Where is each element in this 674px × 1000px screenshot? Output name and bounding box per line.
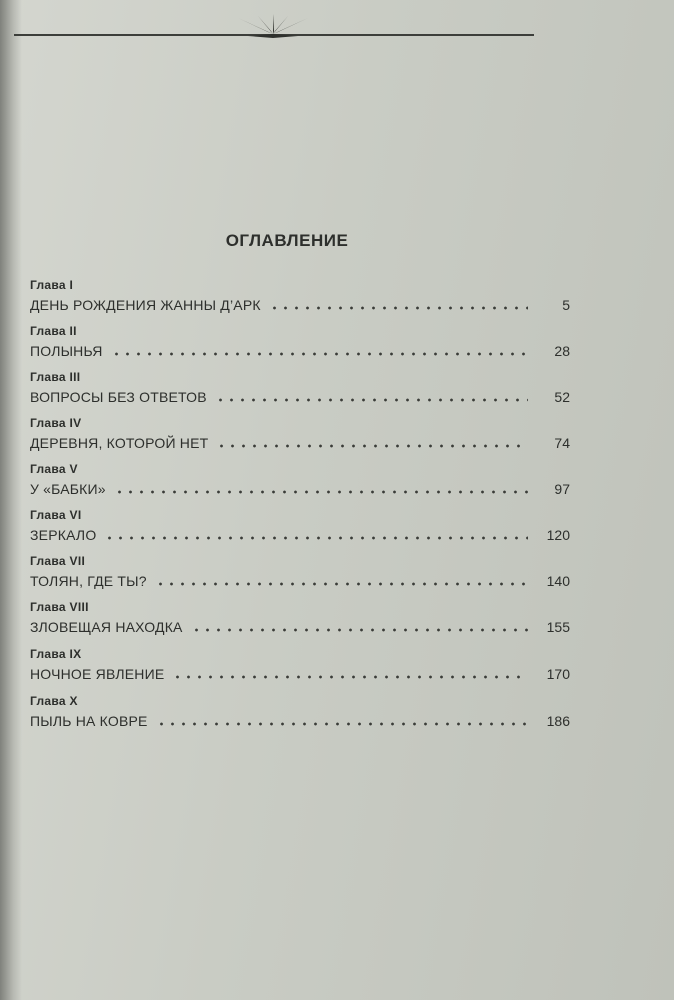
page-number: 120 <box>546 527 570 543</box>
dot-leader <box>215 398 528 402</box>
page-number: 74 <box>554 435 570 451</box>
toc-entry[interactable] <box>30 647 580 691</box>
dot-leader <box>155 582 528 586</box>
chapter-label: Глава VIII <box>30 600 89 614</box>
page-number: 186 <box>546 713 570 729</box>
dot-leader <box>172 675 528 679</box>
chapter-title: ДЕНЬ РОЖДЕНИЯ ЖАННЫ Д’АРК <box>30 297 261 313</box>
toc-entry[interactable] <box>30 554 580 598</box>
chapter-label: Глава IV <box>30 416 82 430</box>
dot-leader <box>111 352 528 356</box>
chapter-label: Глава VI <box>30 508 82 522</box>
page-number: 155 <box>546 619 570 635</box>
chapter-title: У «БАБКИ» <box>30 481 106 497</box>
chapter-label: Глава II <box>30 324 77 338</box>
dot-leader <box>104 536 528 540</box>
page-number: 170 <box>546 666 570 682</box>
page-number: 97 <box>554 481 570 497</box>
dot-leader <box>156 722 528 726</box>
toc-entry[interactable] <box>30 508 580 552</box>
dot-leader <box>114 490 528 494</box>
chapter-label: Глава V <box>30 462 78 476</box>
chapter-title: ТОЛЯН, ГДЕ ТЫ? <box>30 573 147 589</box>
toc-entry[interactable] <box>30 694 580 738</box>
toc-entry[interactable] <box>30 416 580 460</box>
chapter-title: ЗЕРКАЛО <box>30 527 97 543</box>
chapter-label: Глава IX <box>30 647 82 661</box>
chapter-title: ЗЛОВЕЩАЯ НАХОДКА <box>30 619 183 635</box>
toc-entry[interactable] <box>30 278 580 322</box>
toc-entry[interactable] <box>30 600 580 644</box>
dot-leader <box>191 628 528 632</box>
page-number: 140 <box>546 573 570 589</box>
toc-entry[interactable] <box>30 324 580 368</box>
chapter-label: Глава I <box>30 278 74 292</box>
page-number: 5 <box>562 297 570 313</box>
chapter-label: Глава VII <box>30 554 86 568</box>
page-number: 52 <box>554 389 570 405</box>
dot-leader <box>216 444 528 448</box>
toc-entry[interactable] <box>30 462 580 506</box>
chapter-title: ДЕРЕВНЯ, КОТОРОЙ НЕТ <box>30 435 209 451</box>
leaf-ornament-icon <box>228 14 318 46</box>
chapter-title: ПЫЛЬ НА КОВРЕ <box>30 713 148 729</box>
chapter-title: ПОЛЫНЬЯ <box>30 343 103 359</box>
chapter-label: Глава X <box>30 694 78 708</box>
chapter-title: НОЧНОЕ ЯВЛЕНИЕ <box>30 666 165 682</box>
chapter-label: Глава III <box>30 370 81 384</box>
toc-title: ОГЛАВЛЕНИЕ <box>225 231 349 250</box>
toc-entry[interactable] <box>30 370 580 414</box>
dot-leader <box>269 306 528 310</box>
page-spine-shadow <box>0 0 22 1000</box>
chapter-title: ВОПРОСЫ БЕЗ ОТВЕТОВ <box>30 389 207 405</box>
page-number: 28 <box>554 343 570 359</box>
